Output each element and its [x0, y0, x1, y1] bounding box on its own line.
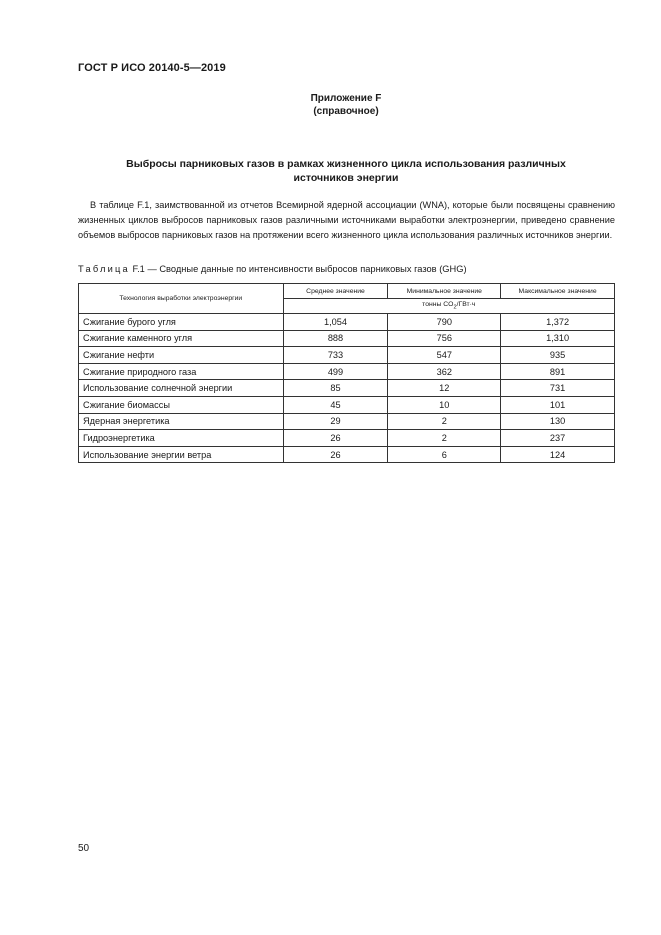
cell-technology: Сжигание каменного угля — [79, 330, 284, 347]
header-average: Среднее значение — [283, 284, 388, 299]
cell-average: 29 — [283, 413, 388, 430]
cell-minimum: 6 — [388, 446, 501, 463]
cell-maximum: 130 — [501, 413, 615, 430]
unit-subscript: 2 — [453, 304, 457, 311]
header-maximum: Максимальное значение — [501, 284, 615, 299]
table-row — [79, 446, 615, 463]
cell-average: 45 — [283, 396, 388, 413]
table-row — [79, 330, 615, 347]
cell-minimum: 756 — [388, 330, 501, 347]
page-number: 50 — [78, 843, 90, 854]
document-code: ГОСТ Р ИСО 20140-5—2019 — [78, 62, 226, 74]
cell-maximum: 731 — [501, 380, 615, 397]
header-unit — [283, 299, 614, 314]
cell-technology: Гидроэнергетика — [79, 430, 284, 447]
cell-technology: Сжигание бурого угля — [79, 314, 284, 331]
cell-average: 499 — [283, 363, 388, 380]
cell-average: 85 — [283, 380, 388, 397]
cell-maximum: 935 — [501, 347, 615, 364]
cell-maximum: 1,310 — [501, 330, 615, 347]
emissions-table — [78, 283, 615, 463]
cell-average: 26 — [283, 446, 388, 463]
section-title-line2: источников энергии — [293, 172, 399, 184]
unit-prefix: тонны CO — [422, 301, 454, 309]
header-technology: Технология выработки электроэнергии — [79, 284, 284, 314]
unit-suffix: /ГВт·ч — [456, 301, 476, 309]
cell-minimum: 790 — [388, 314, 501, 331]
cell-technology: Использование энергии ветра — [79, 446, 284, 463]
cell-minimum: 12 — [388, 380, 501, 397]
cell-minimum: 2 — [388, 413, 501, 430]
cell-technology: Сжигание нефти — [79, 347, 284, 364]
cell-average: 733 — [283, 347, 388, 364]
header-minimum: Минимальное значение — [388, 284, 501, 299]
table-caption-text: F.1 — Сводные данные по интенсивности выбросов парниковых газов (GHG) — [132, 264, 467, 274]
cell-minimum: 547 — [388, 347, 501, 364]
cell-maximum: 124 — [501, 446, 615, 463]
cell-minimum: 10 — [388, 396, 501, 413]
cell-minimum: 2 — [388, 430, 501, 447]
intro-paragraph: В таблице F.1, заимствованной из отчетов Всемирной ядерной ассоциации (WNA), которые были посвящены сравнению жизненных циклов выбросов парниковых газов различными источниками выработки электроэнергии, приведено сравнение объемов выбросов парниковых газов на протяжении всего жизненного цикла использования различных источников энергии. — [78, 200, 615, 240]
section-title — [100, 157, 592, 185]
cell-maximum: 237 — [501, 430, 615, 447]
appendix-subtitle: (справочное) — [313, 106, 379, 117]
cell-maximum: 1,372 — [501, 314, 615, 331]
table-row — [79, 430, 615, 447]
cell-minimum: 362 — [388, 363, 501, 380]
table-caption — [78, 264, 467, 274]
table-row — [79, 363, 615, 380]
cell-technology: Сжигание природного газа — [79, 363, 284, 380]
cell-average: 1,054 — [283, 314, 388, 331]
cell-maximum: 891 — [501, 363, 615, 380]
table-caption-label: Таблица — [78, 264, 130, 274]
cell-technology: Использование солнечной энергии — [79, 380, 284, 397]
cell-average: 26 — [283, 430, 388, 447]
table-row — [79, 314, 615, 331]
cell-technology: Сжигание биомассы — [79, 396, 284, 413]
table-row — [79, 413, 615, 430]
section-title-line1: Выбросы парниковых газов в рамках жизненного цикла использования различных — [126, 158, 566, 170]
cell-maximum: 101 — [501, 396, 615, 413]
table-header-row — [79, 284, 615, 299]
table-row — [79, 380, 615, 397]
cell-average: 888 — [283, 330, 388, 347]
appendix-title: Приложение F — [310, 93, 382, 104]
appendix-heading — [78, 92, 614, 118]
table-row — [79, 396, 615, 413]
table-row — [79, 347, 615, 364]
cell-technology: Ядерная энергетика — [79, 413, 284, 430]
